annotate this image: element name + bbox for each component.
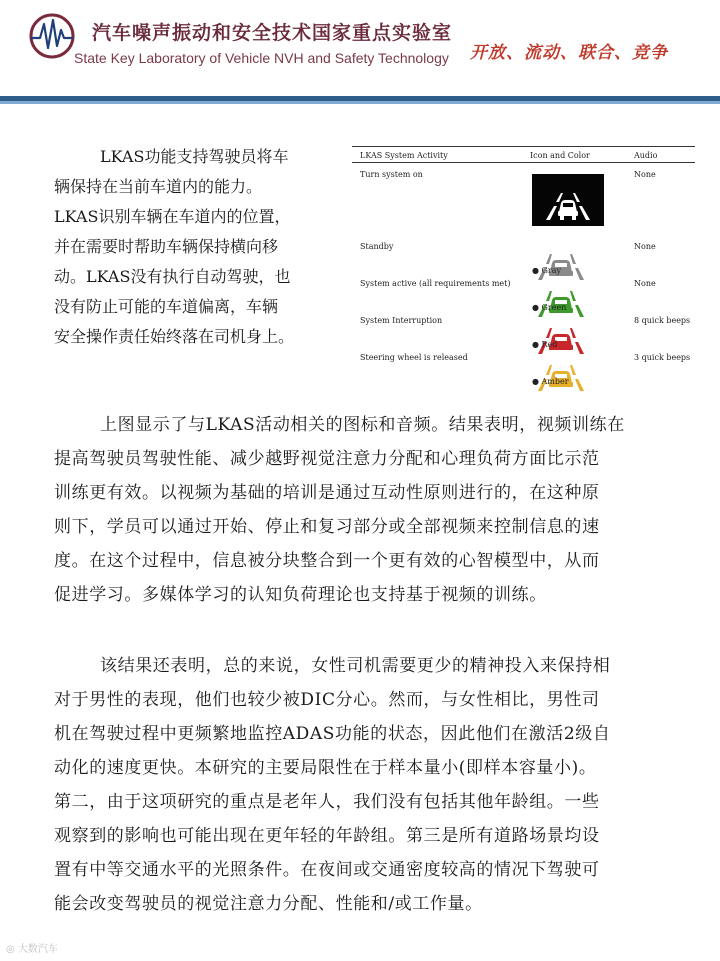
activity-released: Steering wheel is released <box>360 353 468 362</box>
audio-active: None <box>634 279 656 288</box>
text-line: 能会改变驾驶员的视觉注意力分配、性能和/或工作量。 <box>54 894 483 914</box>
audio-turn-on: None <box>634 170 656 179</box>
color-label-amber: ● Amber <box>532 377 569 386</box>
text-line: LKAS功能支持驾驶员将车 <box>100 147 289 166</box>
lane-icon-amber <box>532 351 590 393</box>
color-label-gray: ● Gray <box>532 266 562 275</box>
text-line: 促进学习。多媒体学习的认知负荷理论也支持基于视频的训练。 <box>54 585 547 605</box>
text-line: 提高驾驶员驾驶性能、减少越野视觉注意力分配和心理负荷方面比示范 <box>54 449 600 469</box>
text-line: 没有防止可能的车道偏离，车辆 <box>54 297 279 316</box>
lab-logo-icon <box>26 12 78 60</box>
header-audio: Audio <box>634 151 658 160</box>
activity-turn-on: Turn system on <box>360 170 423 179</box>
text-line: 辆保持在当前车道内的能力。 <box>54 177 263 196</box>
activity-standby: Standby <box>360 242 394 251</box>
text-line: 训练更有效。以视频为基础的培训是通过互动性原则进行的，在这种原 <box>54 483 600 503</box>
text-line: LKAS识别车辆在车道内的位置， <box>54 207 291 226</box>
lkas-activity-table <box>352 146 695 392</box>
text-line: 该结果还表明，总的来说，女性司机需要更少的精神投入来保持相 <box>100 656 611 676</box>
activity-active: System active (all requirements met) <box>360 279 511 288</box>
audio-interruption: 8 quick beeps <box>634 316 691 325</box>
header-divider-light <box>0 101 720 104</box>
text-line: 观察到的影响也可能出现在更年轻的年龄组。第三是所有道路场景均设 <box>54 826 600 846</box>
text-line: 上图显示了与LKAS活动相关的图标和音频。结果表明，视频训练在 <box>100 415 625 435</box>
header-activity: LKAS System Activity <box>360 151 448 160</box>
lab-name-cn: 汽车噪声振动和安全技术国家重点实验室 <box>92 22 453 44</box>
text-line: 机在驾驶过程中更频繁地监控ADAS功能的状态，因此他们在激活2级自 <box>54 724 611 744</box>
body-paragraph-1 <box>54 408 694 612</box>
text-line: 安全操作责任始终落在司机身上。 <box>54 327 295 346</box>
lane-icon-green <box>532 277 590 319</box>
watermark: ◎ 大数汽车 <box>6 944 58 955</box>
lane-assist-icon <box>532 174 604 226</box>
header-icon-color: Icon and Color <box>530 151 590 160</box>
table-rule <box>352 162 695 163</box>
lab-slogan: 开放、流动、联合、竞争 <box>470 43 668 63</box>
lab-name-en: State Key Laboratory of Vehicle NVH and Safety Technology <box>74 50 449 66</box>
text-line: 对于男性的表现，他们也较少被DIC分心。然而，与女性相比，男性司 <box>54 690 600 710</box>
text-line: 度。在这个过程中，信息被分块整合到一个更有效的心智模型中，从而 <box>54 551 600 571</box>
text-line: 并在需要时帮助车辆保持横向移 <box>54 237 279 256</box>
table-rule <box>352 146 695 147</box>
text-line: 置有中等交通水平的光照条件。在夜间或交通密度较高的情况下驾驶可 <box>54 860 600 880</box>
color-label-red: ● Red <box>532 340 558 349</box>
audio-standby: None <box>634 242 656 251</box>
text-line: 第二，由于这项研究的重点是老年人，我们没有包括其他年龄组。一些 <box>54 792 600 812</box>
body-paragraph-2 <box>54 649 694 921</box>
lane-icon-red <box>532 314 590 356</box>
lane-icon-gray <box>532 240 590 282</box>
page-header <box>0 0 720 98</box>
color-label-green: ● Green <box>532 303 567 312</box>
text-line: 动。LKAS没有执行自动驾驶，也 <box>54 267 291 286</box>
intro-paragraph <box>54 142 354 352</box>
text-line: 动化的速度更快。本研究的主要局限性在于样本量小(即样本容量小)。 <box>54 758 597 778</box>
audio-released: 3 quick beeps <box>634 353 691 362</box>
activity-interruption: System Interruption <box>360 316 443 325</box>
text-line: 则下，学员可以通过开始、停止和复习部分或全部视频来控制信息的速 <box>54 517 600 537</box>
